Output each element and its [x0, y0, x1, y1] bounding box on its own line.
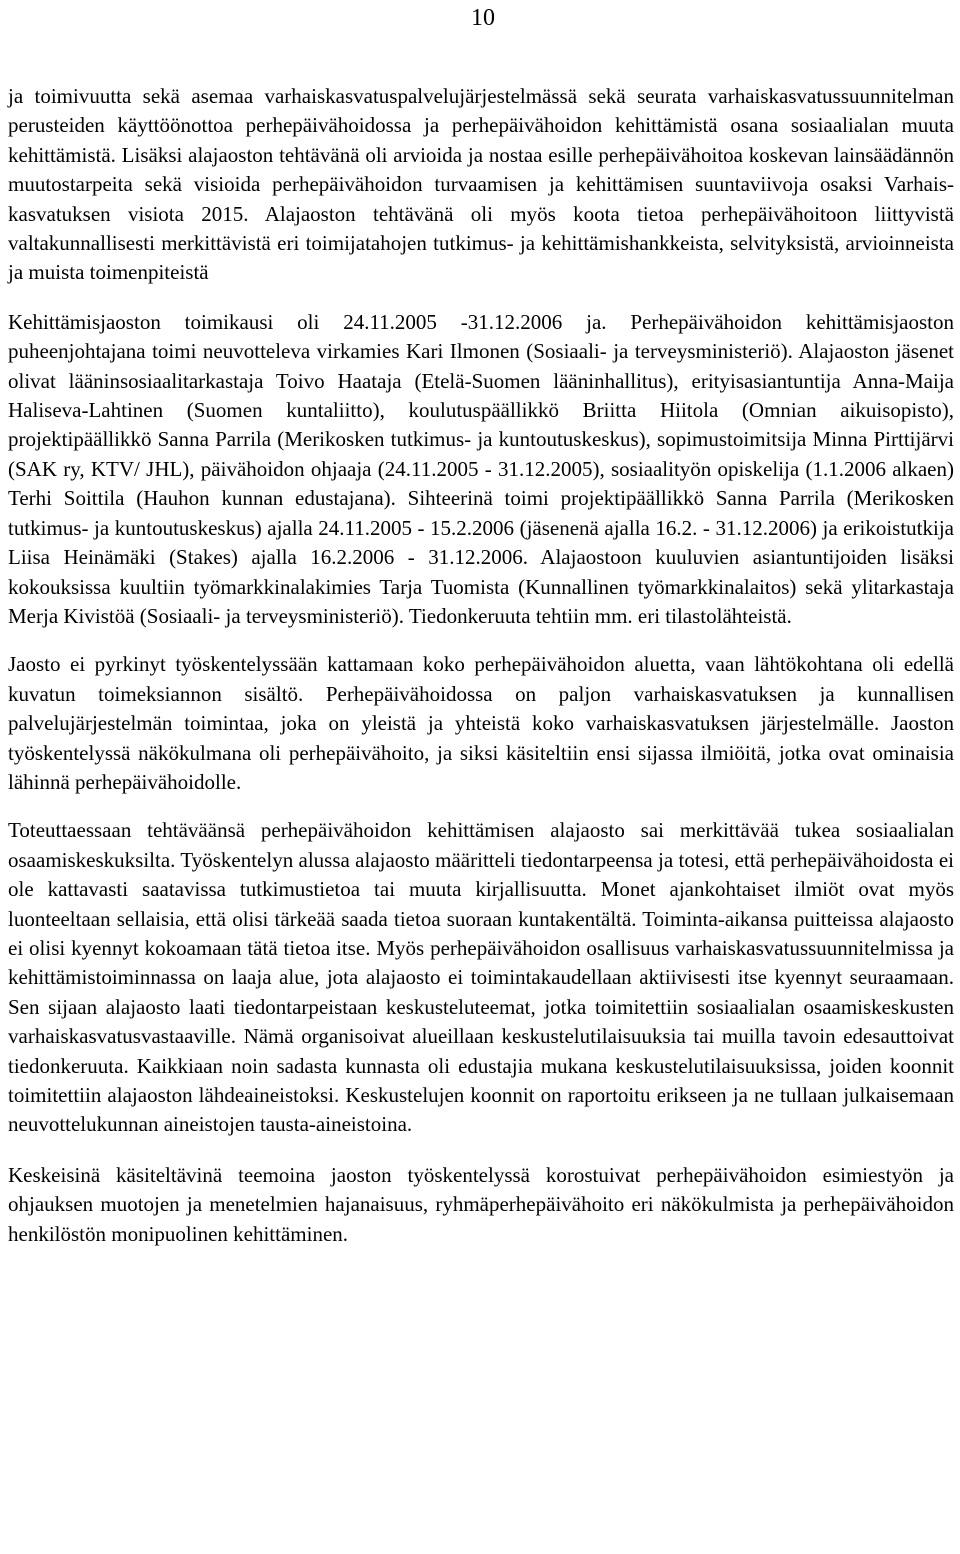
- paragraph-mandate: ja toimivuutta sekä asemaa varhaiskasvatuspalvelujärjestelmässä sekä seurata varhaiskasvatussuunnitelman perusteiden käyttöönottoa perhepäivähoidossa ja perhepäivähoidon kehittämistä osana sosiaalialan muuta kehittämistä. Lisäksi alajaoston tehtävänä oli arvioida ja nostaa esille perhepäivähoitoa koskevan lainsäädännön muutostarpeita sekä visioida perhepäivähoidon turvaamisen ja kehittämisen suuntaviivoja osaksi Varhaiskasvatuksen visiota 2015. Alajaoston tehtävänä oli myös koota tietoa perhepäivähoitoon liittyvistä valtakunnallisesti merkittävistä eri toimijatahojen tutkimus- ja kehittämishankkeista, selvityksistä, arvioinneista ja muista toimenpiteistä: [8, 84, 954, 285]
- document-body: [8, 82, 954, 1249]
- paragraph-members: Kehittämisjaoston toimikausi oli 24.11.2005 -31.12.2006 ja. Perhepäivähoidon kehittämisjaoston puheenjohtajana toimi neuvotteleva virkamies Kari Ilmonen (Sosiaali- ja terveysministeriö). Alajaoston jäsenet olivat lääninsosiaalitarkastaja Toivo Haataja (Etelä-Suomen lääninhallitus), erityisasiantuntija Anna-Maija Haliseva-Lahtinen (Suomen kuntaliitto), koulutuspäällikkö Briitta Hiitola (Omnian aikuisopisto), projektipäällikkö Sanna Parrila (Merikosken tutkimus- ja kuntoutuskeskus), sopimustoimitsija Minna Pirttijärvi (SAK ry, KTV/ JHL), päivähoidon ohjaaja (24.11.2005 - 31.12.2005), sosiaalityön opiskelija (1.1.2006 alkaen) Terhi Soittila (Hauhon kunnan edustajana). Sihteerinä toimi projektipäällikkö Sanna Parrila (Merikosken tutkimus- ja kuntoutuskeskus) ajalla 24.11.2005 - 15.2.2006 (jäsenenä ajalla 16.2. - 31.12.2006) ja erikoistutkija Liisa Heinämäki (Stakes) ajalla 16.2.2006 - 31.12.2006. Alajaostoon kuuluvien asiantuntijoiden lisäksi kokouksissa kuultiin työmarkkinalakimies Tarja Tuomista (Kunnallinen työmarkkinalaitos) sekä ylitarkastaja Merja Kivistöä (Sosiaali- ja terveysministeriö). Tiedonkeruuta tehtiin mm. eri tilastolähteistä.: [8, 309, 954, 628]
- paragraph-methods: Toteuttaessaan tehtäväänsä perhepäivähoidon kehittämisen alajaosto sai merkittävää tukea sosiaalialan osaamiskeskuksilta. Työskentelyn alussa alajaosto määritteli tiedontarpeensa ja totesi, että perhepäivähoidosta ei ole kattavasti saatavissa tutkimustietoa tai muuta kirjallisuutta. Monet ajankohtaiset ilmiöt ovat myös luonteeltaan sellaisia, että olisi tärkeää saada tietoa suoraan kuntakentältä. Toiminta-aikansa puitteissa alajaosto ei olisi kyennyt kokoamaan tätä tietoa itse. Myös perhepäivähoidon osallisuus varhaiskasvatussuunnitelmissa ja kehittämistoiminnassa on laaja alue, jota alajaosto ei toimintakaudellaan aktiivisesti itse kyennyt seuraamaan. Sen sijaan alajaosto laati tiedontarpeistaan keskusteluteemat, jotka toimitettiin sosiaalialan osaamiskeskusten varhaiskasvatusvastaaville. Nämä organisoivat alueillaan keskustelutilaisuuksia tai muilla tavoin edesauttoivat tiedonkeruuta. Kaikkiaan noin sadasta kunnasta oli edustajia mukana keskustelutilaisuuksissa, joiden koonnit toimitettiin alajaoston lähdeaineistoksi. Keskustelujen koonnit on raportoitu erikseen ja ne tullaan julkaisemaan neuvottelukunnan aineistojen tausta-aineistoina.: [8, 818, 954, 1137]
- paragraph-themes: Keskeisinä käsiteltävinä teemoina jaoston työskentelyssä korostuivat perhepäivähoidon esimiestyön ja ohjauksen muotojen ja menetelmien hajanaisuus, ryhmäperhepäivähoito eri näkökulmista ja perhepäivähoidon henkilöstön monipuolinen kehittäminen.: [8, 1162, 954, 1246]
- paragraph-scope: Jaosto ei pyrkinyt työskentelyssään kattamaan koko perhepäivähoidon aluetta, vaan lähtökohtana oli edellä kuvatun toimeksiannon sisältö. Perhepäivähoidossa on paljon varhaiskasvatuksen ja kunnallisen palvelujärjestelmän toimintaa, joka on yleistä ja yhteistä koko varhaiskasvatuksen järjestelmälle. Jaoston työskentelyssä näkökulmana oli perhepäivähoito, ja siksi käsiteltiin ensi sijassa ilmiöitä, jotka ovat ominaisia lähinnä perhepäivähoidolle.: [8, 652, 954, 794]
- page-number: 10: [471, 5, 495, 31]
